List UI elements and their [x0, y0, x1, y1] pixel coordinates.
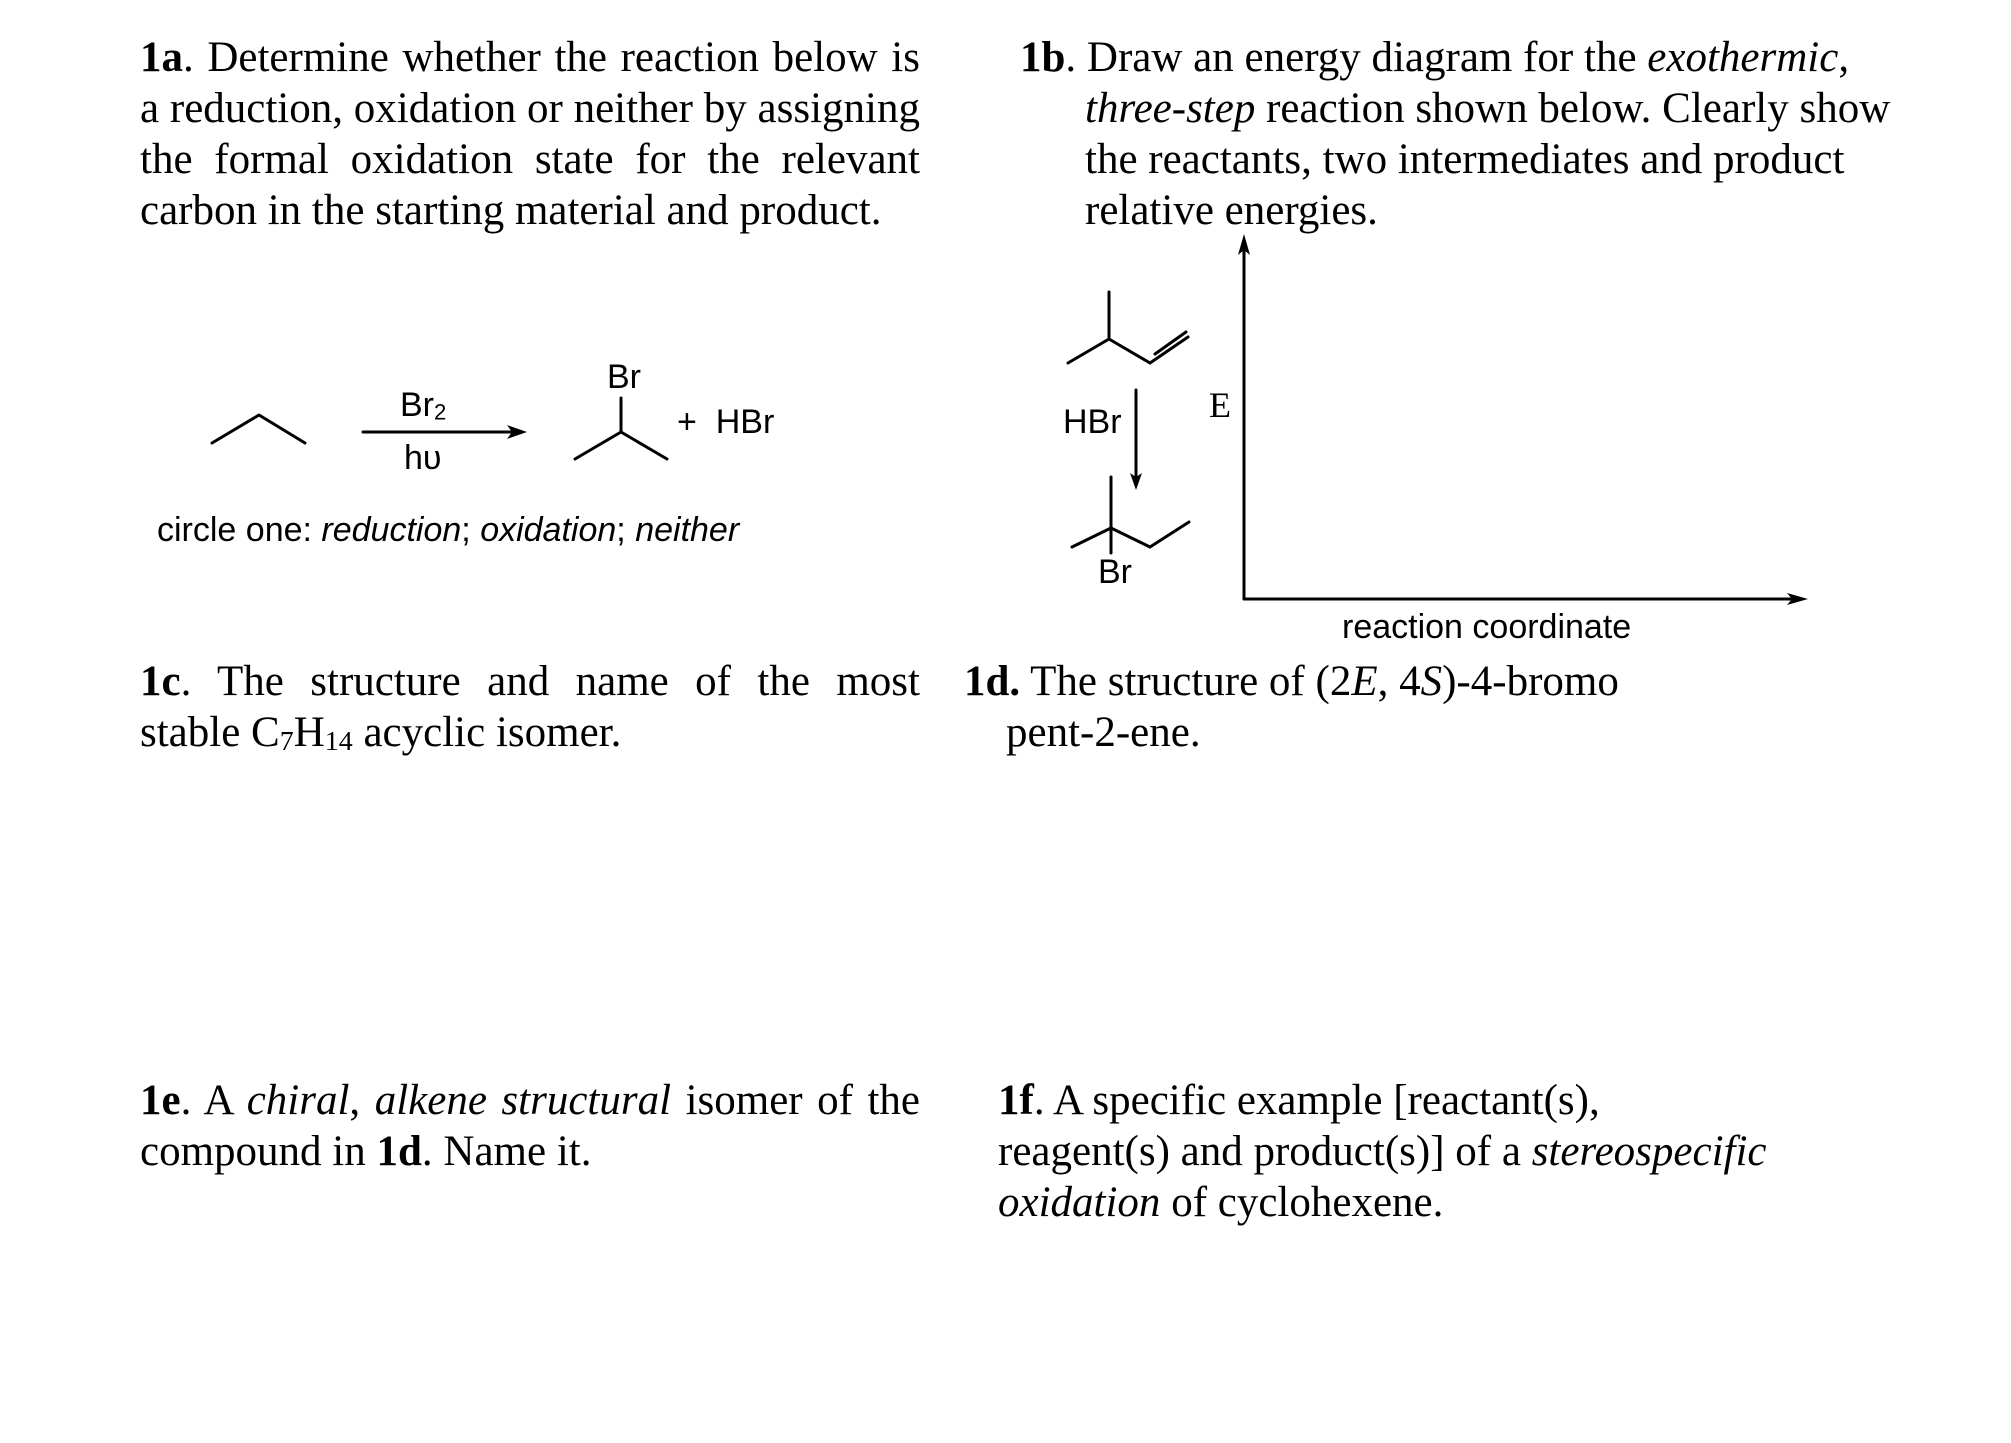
choice-neither[interactable]: neither	[635, 511, 740, 549]
reagent-br2: $Br_2$	[400, 386, 447, 425]
y-axis-label: E	[1209, 385, 1231, 425]
reagent-hbr: HBr	[1063, 403, 1122, 441]
choice-reduction[interactable]: reduction	[321, 511, 462, 549]
question-text: . Determine whether the reaction below is a reduction, oxidation or neither by assigning the formal oxidation state for the relevant carbon in the starting material and product.	[140, 34, 920, 234]
question-1c: 1c. The structure and name of the most stable $C_7H_{14}$ acyclic isomer.	[140, 658, 920, 758]
question-letter: a	[161, 34, 183, 81]
x-axis-label: reaction coordinate	[1342, 608, 1632, 646]
question-number: 1	[140, 34, 162, 81]
reagent-light: hυ	[404, 439, 442, 477]
product-br-label-1b: Br	[1098, 553, 1132, 591]
alkene-double-bond	[1150, 337, 1188, 363]
circle-prefix: circle one:	[157, 511, 322, 549]
question-1b: 1b. Draw an energy diagram for the exothermic, three-step reaction shown below. Clearly show the reactants, two intermediates and product relative energies.	[1020, 34, 1891, 234]
question-1f: 1f. A specific example [reactant(s), reagent(s) and product(s)] of a stereospecific oxidation of cyclohexene.	[998, 1077, 1767, 1226]
propane-structure	[212, 415, 305, 443]
question-1d: 1d. The structure of (2E, 4S)-4-bromo pent-2-ene.	[964, 658, 1619, 756]
circle-one-line: circle one: reduction; oxidation; neither	[157, 511, 740, 549]
byproduct-hbr: + HBr	[677, 403, 775, 441]
product-br-label: Br	[607, 358, 641, 396]
bromopropane-structure	[575, 432, 667, 459]
choice-oxidation[interactable]: oxidation	[480, 511, 617, 549]
question-1e: 1e. A chiral, alkene structural isomer of the compound in 1d. Name it.	[140, 1077, 921, 1175]
